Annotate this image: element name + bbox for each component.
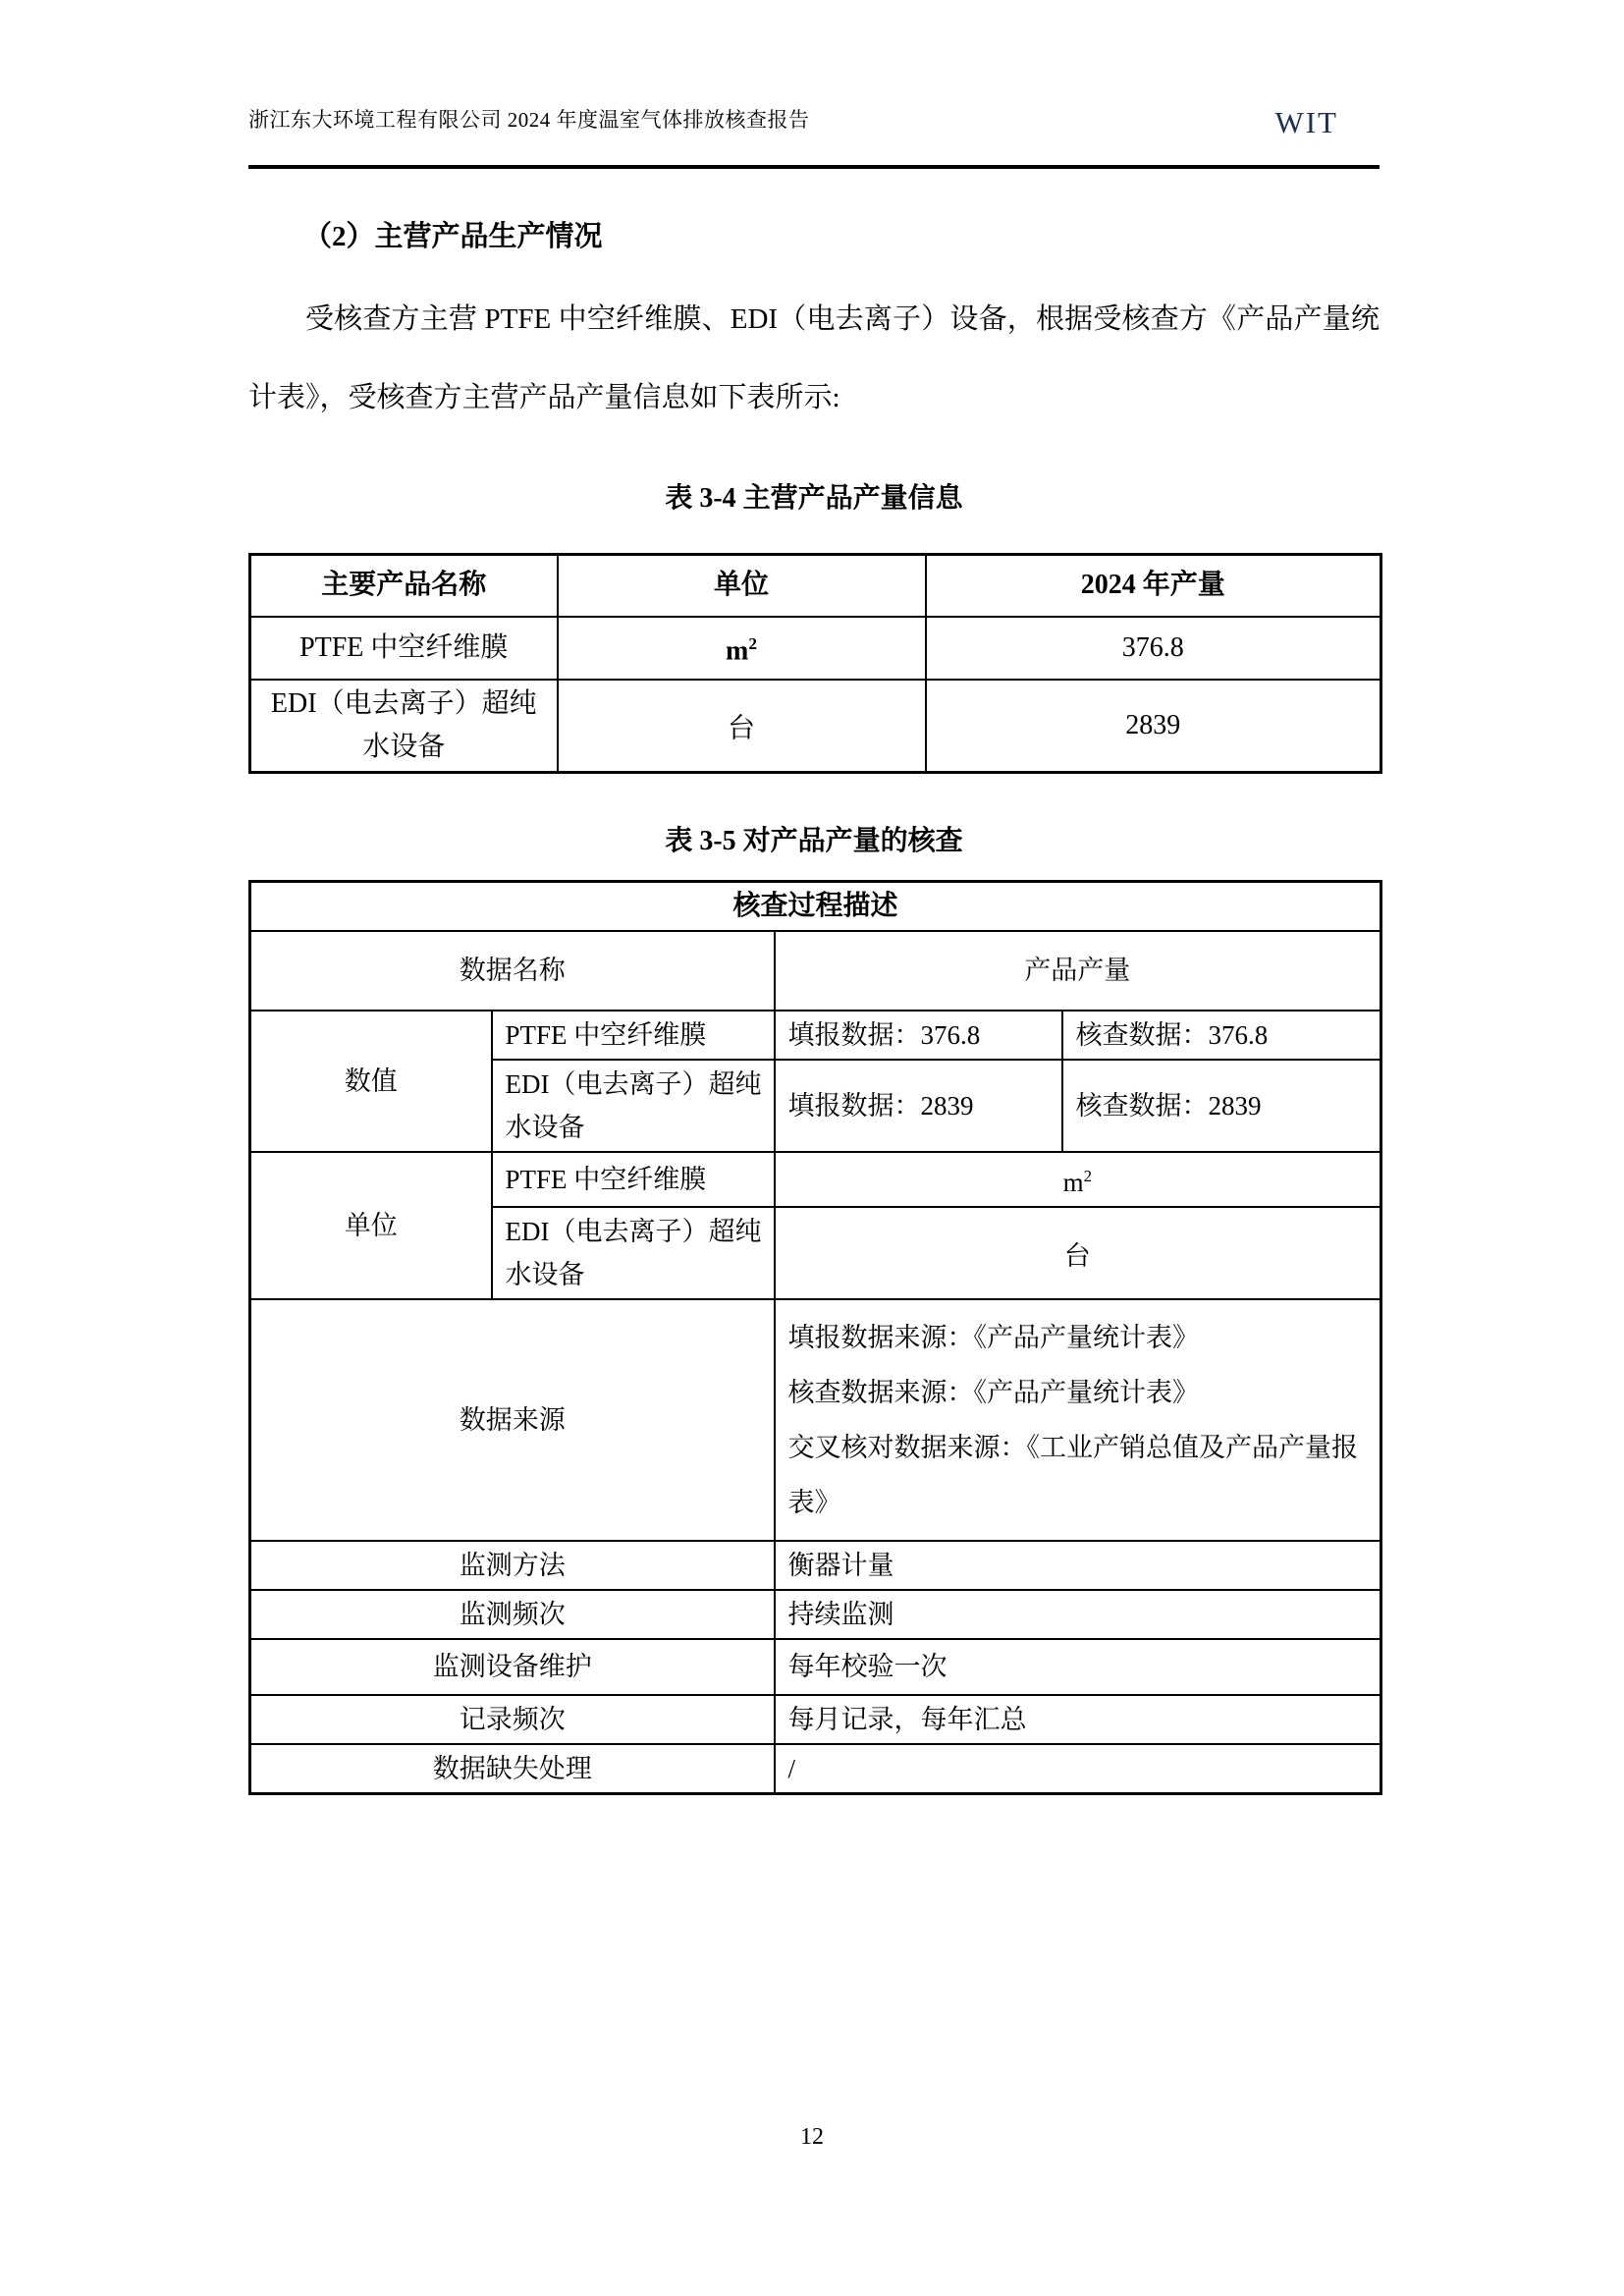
t35-bottom-value: / <box>775 1744 1381 1794</box>
section-heading: （2）主营产品生产情况 <box>303 221 603 252</box>
t35-unit-product: PTFE 中空纤维膜 <box>492 1152 775 1207</box>
t35-reported-value: 填报数据：376.8 <box>775 1011 1062 1060</box>
t35-source-lines <box>775 1299 1381 1541</box>
t35-unit-product: EDI（电去离子）超纯水设备 <box>492 1207 775 1299</box>
header-divider <box>248 165 1380 169</box>
t35-reported-value: 填报数据：2839 <box>775 1060 1062 1152</box>
table-row <box>250 1152 1381 1207</box>
page-number: 12 <box>800 2124 824 2150</box>
table-row <box>250 881 1381 931</box>
table-row <box>250 1695 1381 1744</box>
table-row <box>250 555 1381 617</box>
table-row <box>250 1011 1381 1060</box>
t35-bottom-label: 监测方法 <box>250 1541 775 1590</box>
table-3-4 <box>248 553 1382 774</box>
source-line: 交叉核对数据来源：《工业产销总值及产品产量报表》 <box>787 1432 1358 1517</box>
t35-bottom-label: 记录频次 <box>250 1695 775 1744</box>
table-row <box>250 1744 1381 1794</box>
unit-exponent: 2 <box>748 633 757 653</box>
wit-logo: WIT <box>1274 105 1338 139</box>
t35-bottom-value: 衡器计量 <box>775 1541 1381 1590</box>
table-row <box>250 1639 1381 1695</box>
t34-header-product: 主要产品名称 <box>250 555 558 617</box>
t34-product-name: EDI（电去离子）超纯水设备 <box>250 680 558 773</box>
source-line: 填报数据来源：《产品产量统计表》 <box>787 1322 1199 1352</box>
t35-data-name-label: 数据名称 <box>250 931 775 1011</box>
t35-bottom-label: 监测频次 <box>250 1590 775 1639</box>
t35-verified-value: 核查数据：2839 <box>1062 1060 1381 1152</box>
table35-caption: 表 3-5 对产品产量的核查 <box>665 825 963 856</box>
t35-value-product: EDI（电去离子）超纯水设备 <box>492 1060 775 1152</box>
t34-header-output: 2024 年产量 <box>926 555 1381 617</box>
t34-unit-cell <box>558 617 926 680</box>
t35-unit-label: 单位 <box>250 1152 492 1299</box>
t35-process-header: 核查过程描述 <box>250 881 1381 931</box>
unit-base: m <box>725 635 749 667</box>
table-row <box>250 931 1381 1011</box>
unit-base: 台 <box>727 713 755 744</box>
t35-value-product: PTFE 中空纤维膜 <box>492 1011 775 1060</box>
unit-exponent: 2 <box>1083 1166 1092 1185</box>
t35-source-label: 数据来源 <box>250 1299 775 1541</box>
t35-verified-value: 核查数据：376.8 <box>1062 1011 1381 1060</box>
table-row <box>250 1299 1381 1541</box>
page-header <box>248 0 1380 137</box>
t35-bottom-label: 数据缺失处理 <box>250 1744 775 1794</box>
table-row <box>250 1590 1381 1639</box>
t35-bottom-value: 持续监测 <box>775 1590 1381 1639</box>
t35-bottom-value: 每月记录，每年汇总 <box>775 1695 1381 1744</box>
t34-output-value: 2839 <box>926 680 1381 773</box>
table34-caption: 表 3-4 主营产品产量信息 <box>665 483 963 514</box>
t35-value-label: 数值 <box>250 1011 492 1152</box>
t35-bottom-label: 监测设备维护 <box>250 1639 775 1695</box>
t35-data-name-value: 产品产量 <box>775 931 1381 1011</box>
table-row <box>250 1541 1381 1590</box>
unit-base: m <box>1062 1167 1084 1197</box>
t34-unit-cell <box>558 680 926 773</box>
table-3-5 <box>248 880 1382 1795</box>
t35-bottom-value: 每年校验一次 <box>775 1639 1381 1695</box>
intro-paragraph: 受核查方主营 PTFE 中空纤维膜、EDI（电去离子）设备，根据受核查方《产品产量统计表》，受核查方主营产品产量信息如下表所示: <box>248 303 1380 413</box>
t35-unit-value <box>775 1152 1381 1207</box>
t34-header-unit: 单位 <box>558 555 926 617</box>
header-title: 浙江东大环境工程有限公司 2024 年度温室气体排放核查报告 <box>248 108 810 132</box>
t34-output-value: 376.8 <box>926 617 1381 680</box>
source-line: 核查数据来源：《产品产量统计表》 <box>787 1377 1199 1407</box>
table-row <box>250 680 1381 773</box>
unit-base: 台 <box>1063 1240 1091 1271</box>
table-row <box>250 617 1381 680</box>
t34-product-name: PTFE 中空纤维膜 <box>250 617 558 680</box>
t35-unit-value <box>775 1207 1381 1299</box>
